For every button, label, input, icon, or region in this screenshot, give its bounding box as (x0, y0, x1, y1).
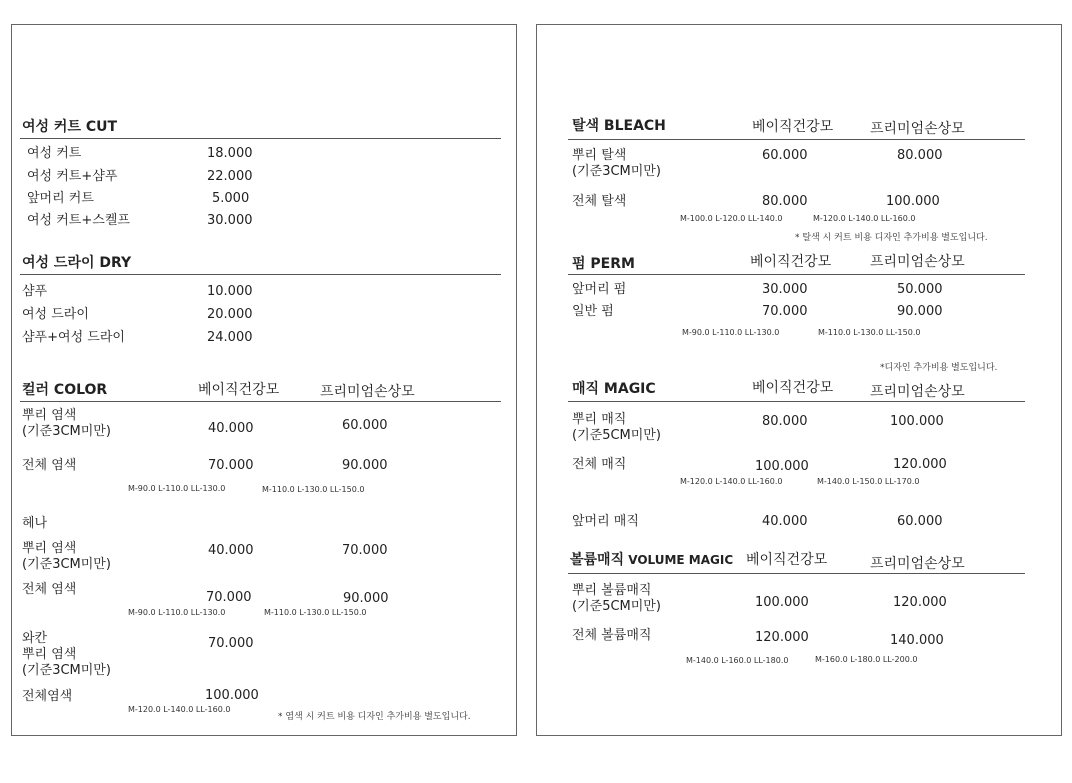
magic-bang-premium-price: 60.000 (897, 514, 943, 529)
dry-item-name: 샴푸 (22, 284, 48, 299)
volume-basic-header: 베이직건강모 (746, 552, 828, 568)
color-full-premium-sizes: M-110.0 L-130.0 LL-150.0 (262, 485, 365, 494)
color-root-basic-price: 40.000 (208, 421, 254, 436)
dry-item-price: 10.000 (207, 284, 253, 299)
cut-item-name: 앞머리 커트 (27, 191, 94, 206)
dry-item-price: 24.000 (207, 330, 253, 345)
magic-basic-header: 베이직건강모 (752, 380, 834, 396)
perm-basic-header: 베이직건강모 (750, 254, 832, 270)
perm-premium-header: 프리미엄손상모 (870, 254, 965, 270)
henna-full-premium-price: 90.000 (343, 591, 389, 606)
wakan-root-name: 뿌리 염색 (22, 647, 77, 662)
volume-full-name: 전체 볼륨매직 (572, 628, 652, 643)
perm-normal-premium-price: 90.000 (897, 304, 943, 319)
cut-item-name: 여성 커트+샴푸 (27, 169, 118, 184)
dry-section-title: 여성 드라이 DRY (22, 255, 132, 271)
magic-full-basic-price: 100.000 (755, 459, 809, 474)
bleach-full-name: 전체 탈색 (572, 194, 627, 209)
magic-section-title: 매직 MAGIC (572, 381, 656, 397)
dry-item-name: 샴푸+여성 드라이 (22, 330, 125, 345)
henna-root-basic-price: 40.000 (208, 543, 254, 558)
bleach-full-basic-price: 80.000 (762, 194, 808, 209)
henna-full-basic-sizes: M-90.0 L-110.0 LL-130.0 (128, 608, 226, 617)
henna-full-premium-sizes: M-110.0 L-130.0 LL-150.0 (264, 608, 367, 617)
magic-premium-sizes: M-140.0 L-150.0 LL-170.0 (817, 477, 920, 486)
color-full-premium-price: 90.000 (342, 458, 388, 473)
color-root-criteria: (기준3CM미만) (22, 424, 111, 439)
magic-full-premium-price: 120.000 (893, 457, 947, 472)
wakan-section-title: 와칸 (22, 631, 48, 646)
wakan-full-name: 전체염색 (22, 689, 73, 704)
bleach-root-criteria: (기준3CM미만) (572, 164, 661, 179)
magic-root-premium-price: 100.000 (890, 414, 944, 429)
perm-divider (568, 274, 1025, 275)
bleach-root-premium-price: 80.000 (897, 148, 943, 163)
volume-root-criteria: (기준5CM미만) (572, 599, 661, 614)
wakan-full-price: 100.000 (205, 688, 259, 703)
magic-root-basic-price: 80.000 (762, 414, 808, 429)
henna-full-basic-price: 70.000 (206, 590, 252, 605)
volume-full-premium-price: 140.000 (890, 633, 944, 648)
magic-premium-header: 프리미엄손상모 (870, 384, 965, 400)
volume-root-premium-price: 120.000 (893, 595, 947, 610)
color-section-title: 컬러 COLOR (22, 382, 108, 398)
henna-full-name: 전체 염색 (22, 582, 77, 597)
bleach-section-title: 탈색 BLEACH (572, 118, 666, 134)
color-full-basic-price: 70.000 (208, 458, 254, 473)
bleach-premium-header: 프리미엄손상모 (870, 121, 965, 137)
perm-premium-sizes: M-110.0 L-130.0 LL-150.0 (818, 328, 921, 337)
cut-section-title: 여성 커트 CUT (22, 119, 118, 135)
magic-bang-basic-price: 40.000 (762, 514, 808, 529)
magic-root-criteria: (기준5CM미만) (572, 428, 661, 443)
dry-item-price: 20.000 (207, 307, 253, 322)
color-footnote: * 염색 시 커트 비용 디자인 추가비용 별도입니다. (278, 712, 471, 722)
dry-item-name: 여성 드라이 (22, 307, 89, 322)
volume-full-basic-price: 120.000 (755, 630, 809, 645)
volume-title-korean: 볼륨매직 (570, 552, 625, 568)
henna-root-criteria: (기준3CM미만) (22, 557, 111, 572)
bleach-basic-header: 베이직건강모 (752, 119, 834, 135)
perm-section-title: 펌 PERM (572, 256, 635, 272)
henna-root-premium-price: 70.000 (342, 543, 388, 558)
bleach-root-basic-price: 60.000 (762, 148, 808, 163)
cut-item-name: 여성 커트+스켈프 (27, 213, 130, 228)
volume-premium-sizes: M-160.0 L-180.0 LL-200.0 (815, 655, 918, 664)
cut-item-price: 22.000 (207, 169, 253, 184)
henna-root-name: 뿌리 염색 (22, 541, 77, 556)
magic-bang-name: 앞머리 매직 (572, 514, 639, 529)
color-root-name: 뿌리 염색 (22, 408, 77, 423)
volume-title-english: VOLUME MAGIC (628, 553, 734, 567)
wakan-root-price: 70.000 (208, 636, 254, 651)
magic-basic-sizes: M-120.0 L-140.0 LL-160.0 (680, 477, 783, 486)
color-full-name: 전체 염색 (22, 458, 77, 473)
color-root-premium-price: 60.000 (342, 418, 388, 433)
color-full-basic-sizes: M-90.0 L-110.0 LL-130.0 (128, 484, 226, 493)
cut-item-name: 여성 커트 (27, 146, 82, 161)
bleach-premium-sizes: M-120.0 L-140.0 LL-160.0 (813, 214, 916, 223)
perm-bang-basic-price: 30.000 (762, 282, 808, 297)
bleach-full-premium-price: 100.000 (886, 194, 940, 209)
perm-footnote: *디자인 추가비용 별도입니다. (880, 363, 998, 373)
magic-full-name: 전체 매직 (572, 457, 627, 472)
magic-divider (568, 401, 1025, 402)
cut-item-price: 30.000 (207, 213, 253, 228)
color-divider (20, 401, 501, 402)
cut-item-price: 5.000 (212, 191, 250, 206)
perm-normal-basic-price: 70.000 (762, 304, 808, 319)
color-premium-header: 프리미엄손상모 (320, 384, 415, 400)
perm-normal-name: 일반 펌 (572, 304, 614, 319)
cut-divider (20, 138, 501, 139)
volume-root-basic-price: 100.000 (755, 595, 809, 610)
volume-premium-header: 프리미엄손상모 (870, 556, 965, 572)
cut-item-price: 18.000 (207, 146, 253, 161)
bleach-root-name: 뿌리 탈색 (572, 148, 627, 163)
volume-divider (568, 573, 1025, 574)
henna-section-title: 헤나 (22, 516, 48, 531)
volume-section-title (570, 552, 733, 569)
wakan-full-sizes: M-120.0 L-140.0 LL-160.0 (128, 705, 231, 714)
color-basic-header: 베이직건강모 (198, 382, 280, 398)
magic-root-name: 뿌리 매직 (572, 412, 627, 427)
bleach-footnote: * 탈색 시 커트 비용 디자인 추가비용 별도입니다. (795, 233, 988, 243)
perm-bang-name: 앞머리 펌 (572, 282, 627, 297)
bleach-divider (568, 139, 1025, 140)
wakan-root-criteria: (기준3CM미만) (22, 663, 111, 678)
perm-basic-sizes: M-90.0 L-110.0 LL-130.0 (682, 328, 780, 337)
perm-bang-premium-price: 50.000 (897, 282, 943, 297)
volume-basic-sizes: M-140.0 L-160.0 LL-180.0 (686, 656, 789, 665)
dry-divider (20, 274, 501, 275)
volume-root-name: 뿌리 볼륨매직 (572, 583, 652, 598)
bleach-basic-sizes: M-100.0 L-120.0 LL-140.0 (680, 214, 783, 223)
